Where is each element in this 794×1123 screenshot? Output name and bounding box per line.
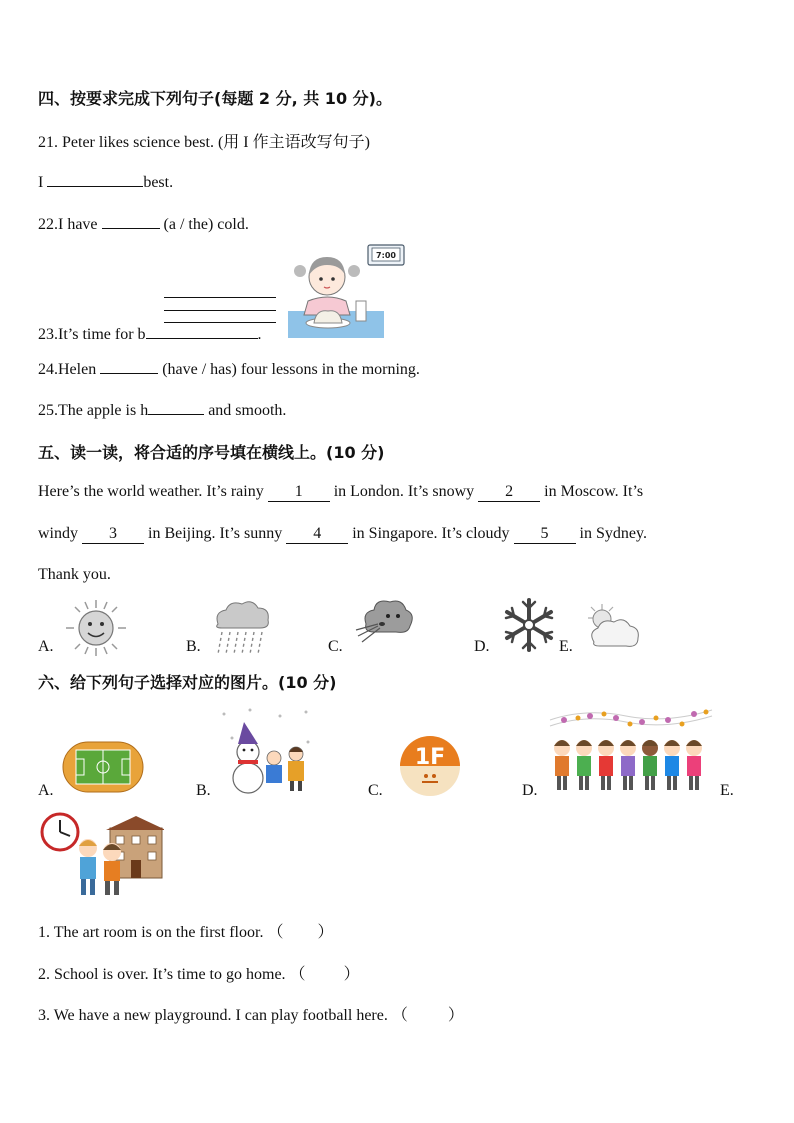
- option-a-label: A.: [38, 782, 54, 799]
- option-a-label: A.: [38, 638, 54, 655]
- answer-paren-right[interactable]: ）: [447, 1007, 464, 1024]
- question-21: 21. Peter likes science best. (用 I 作主语改写句子): [38, 134, 370, 151]
- answer-paren-left[interactable]: （: [289, 966, 306, 983]
- q25-prefix: 25.The apple is h: [38, 402, 149, 419]
- floor-sign-text: 1F: [414, 745, 446, 770]
- blank-5[interactable]: 5: [514, 525, 576, 544]
- question-23: [38, 323, 262, 344]
- weather-passage-line-3: Thank you.: [38, 566, 111, 583]
- sun-icon: [64, 598, 128, 658]
- option-b-label: B.: [186, 638, 201, 655]
- blank-3[interactable]: 3: [82, 525, 144, 544]
- answer-paren-left[interactable]: （: [267, 924, 284, 941]
- q22-prefix: 22.I have: [38, 216, 98, 233]
- breakfast-girl-image: [288, 243, 406, 338]
- question-24: [38, 358, 420, 379]
- q21-prefix: I: [38, 174, 44, 191]
- question-22: [38, 213, 249, 234]
- q23-prefix: 23.It’s time for b: [38, 326, 146, 343]
- football-field-image: [62, 740, 144, 794]
- q21-suffix: best.: [143, 174, 174, 191]
- q23-writing-line[interactable]: [164, 297, 276, 298]
- blank-1[interactable]: 1: [268, 483, 330, 502]
- q25-blank[interactable]: [148, 399, 204, 415]
- snowflake-icon: [500, 596, 558, 654]
- snowman-kids-image: [220, 708, 314, 794]
- clock-time: 7:00: [376, 251, 396, 260]
- weather-passage-line-1: [38, 483, 643, 502]
- wind-cloud-icon: [352, 594, 418, 646]
- school-over-image: [40, 812, 164, 898]
- option-c-label: C.: [328, 638, 343, 655]
- passage-text: Here’s the world weather. It’s rainy: [38, 483, 264, 500]
- passage-text: in Beijing. It’s sunny: [148, 525, 283, 542]
- rain-cloud-icon: [210, 598, 272, 656]
- question-21-answer: [38, 171, 173, 192]
- passage-text: in Moscow. It’s: [544, 483, 644, 500]
- answer-paren-left[interactable]: （: [391, 1007, 408, 1024]
- answer-paren-right[interactable]: ）: [343, 966, 360, 983]
- section-6-heading: 六、给下列句子选择对应的图片。(10 分): [38, 673, 337, 692]
- option-e-label: E.: [559, 638, 573, 655]
- question-25: [38, 399, 286, 420]
- matching-question-2: [38, 961, 360, 984]
- passage-text: in Sydney.: [579, 525, 647, 542]
- q22-suffix: (a / the) cold.: [163, 216, 249, 233]
- q23-writing-line[interactable]: [164, 310, 276, 311]
- q24-prefix: 24.Helen: [38, 361, 97, 378]
- passage-text: in Singapore. It’s cloudy: [352, 525, 510, 542]
- option-d-label: D.: [522, 782, 538, 799]
- passage-text: in London. It’s snowy: [333, 483, 475, 500]
- first-floor-sign-image: [394, 734, 466, 798]
- section-5-heading: 五、读一读，将合适的序号填在横线上。(10 分): [38, 443, 385, 462]
- blank-4[interactable]: 4: [286, 525, 348, 544]
- question-text: 3. We have a new playground. I can play football here.: [38, 1007, 388, 1024]
- q25-suffix: and smooth.: [208, 402, 287, 419]
- answer-paren-right[interactable]: ）: [317, 924, 334, 941]
- q21-blank[interactable]: [47, 171, 143, 187]
- q24-blank[interactable]: [100, 358, 158, 374]
- question-text: 2. School is over. It’s time to go home.: [38, 966, 286, 983]
- children-singing-image: [546, 704, 716, 798]
- option-b-label: B.: [196, 782, 211, 799]
- cloudy-sun-icon: [584, 604, 640, 652]
- matching-question-3: [38, 1002, 464, 1025]
- matching-question-1: [38, 919, 333, 942]
- passage-text: windy: [38, 525, 78, 542]
- weather-passage-line-2: [38, 525, 647, 544]
- q23-blank[interactable]: [146, 323, 258, 339]
- option-d-label: D.: [474, 638, 490, 655]
- section-4-heading: 四、按要求完成下列句子(每题 2 分, 共 10 分)。: [38, 89, 392, 108]
- option-e-label: E.: [720, 782, 734, 799]
- q22-blank[interactable]: [102, 213, 160, 229]
- option-c-label: C.: [368, 782, 383, 799]
- q23-suffix: .: [257, 326, 262, 343]
- question-text: 1. The art room is on the first floor.: [38, 924, 264, 941]
- blank-2[interactable]: 2: [478, 483, 540, 502]
- q24-suffix: (have / has) four lessons in the morning.: [162, 361, 420, 378]
